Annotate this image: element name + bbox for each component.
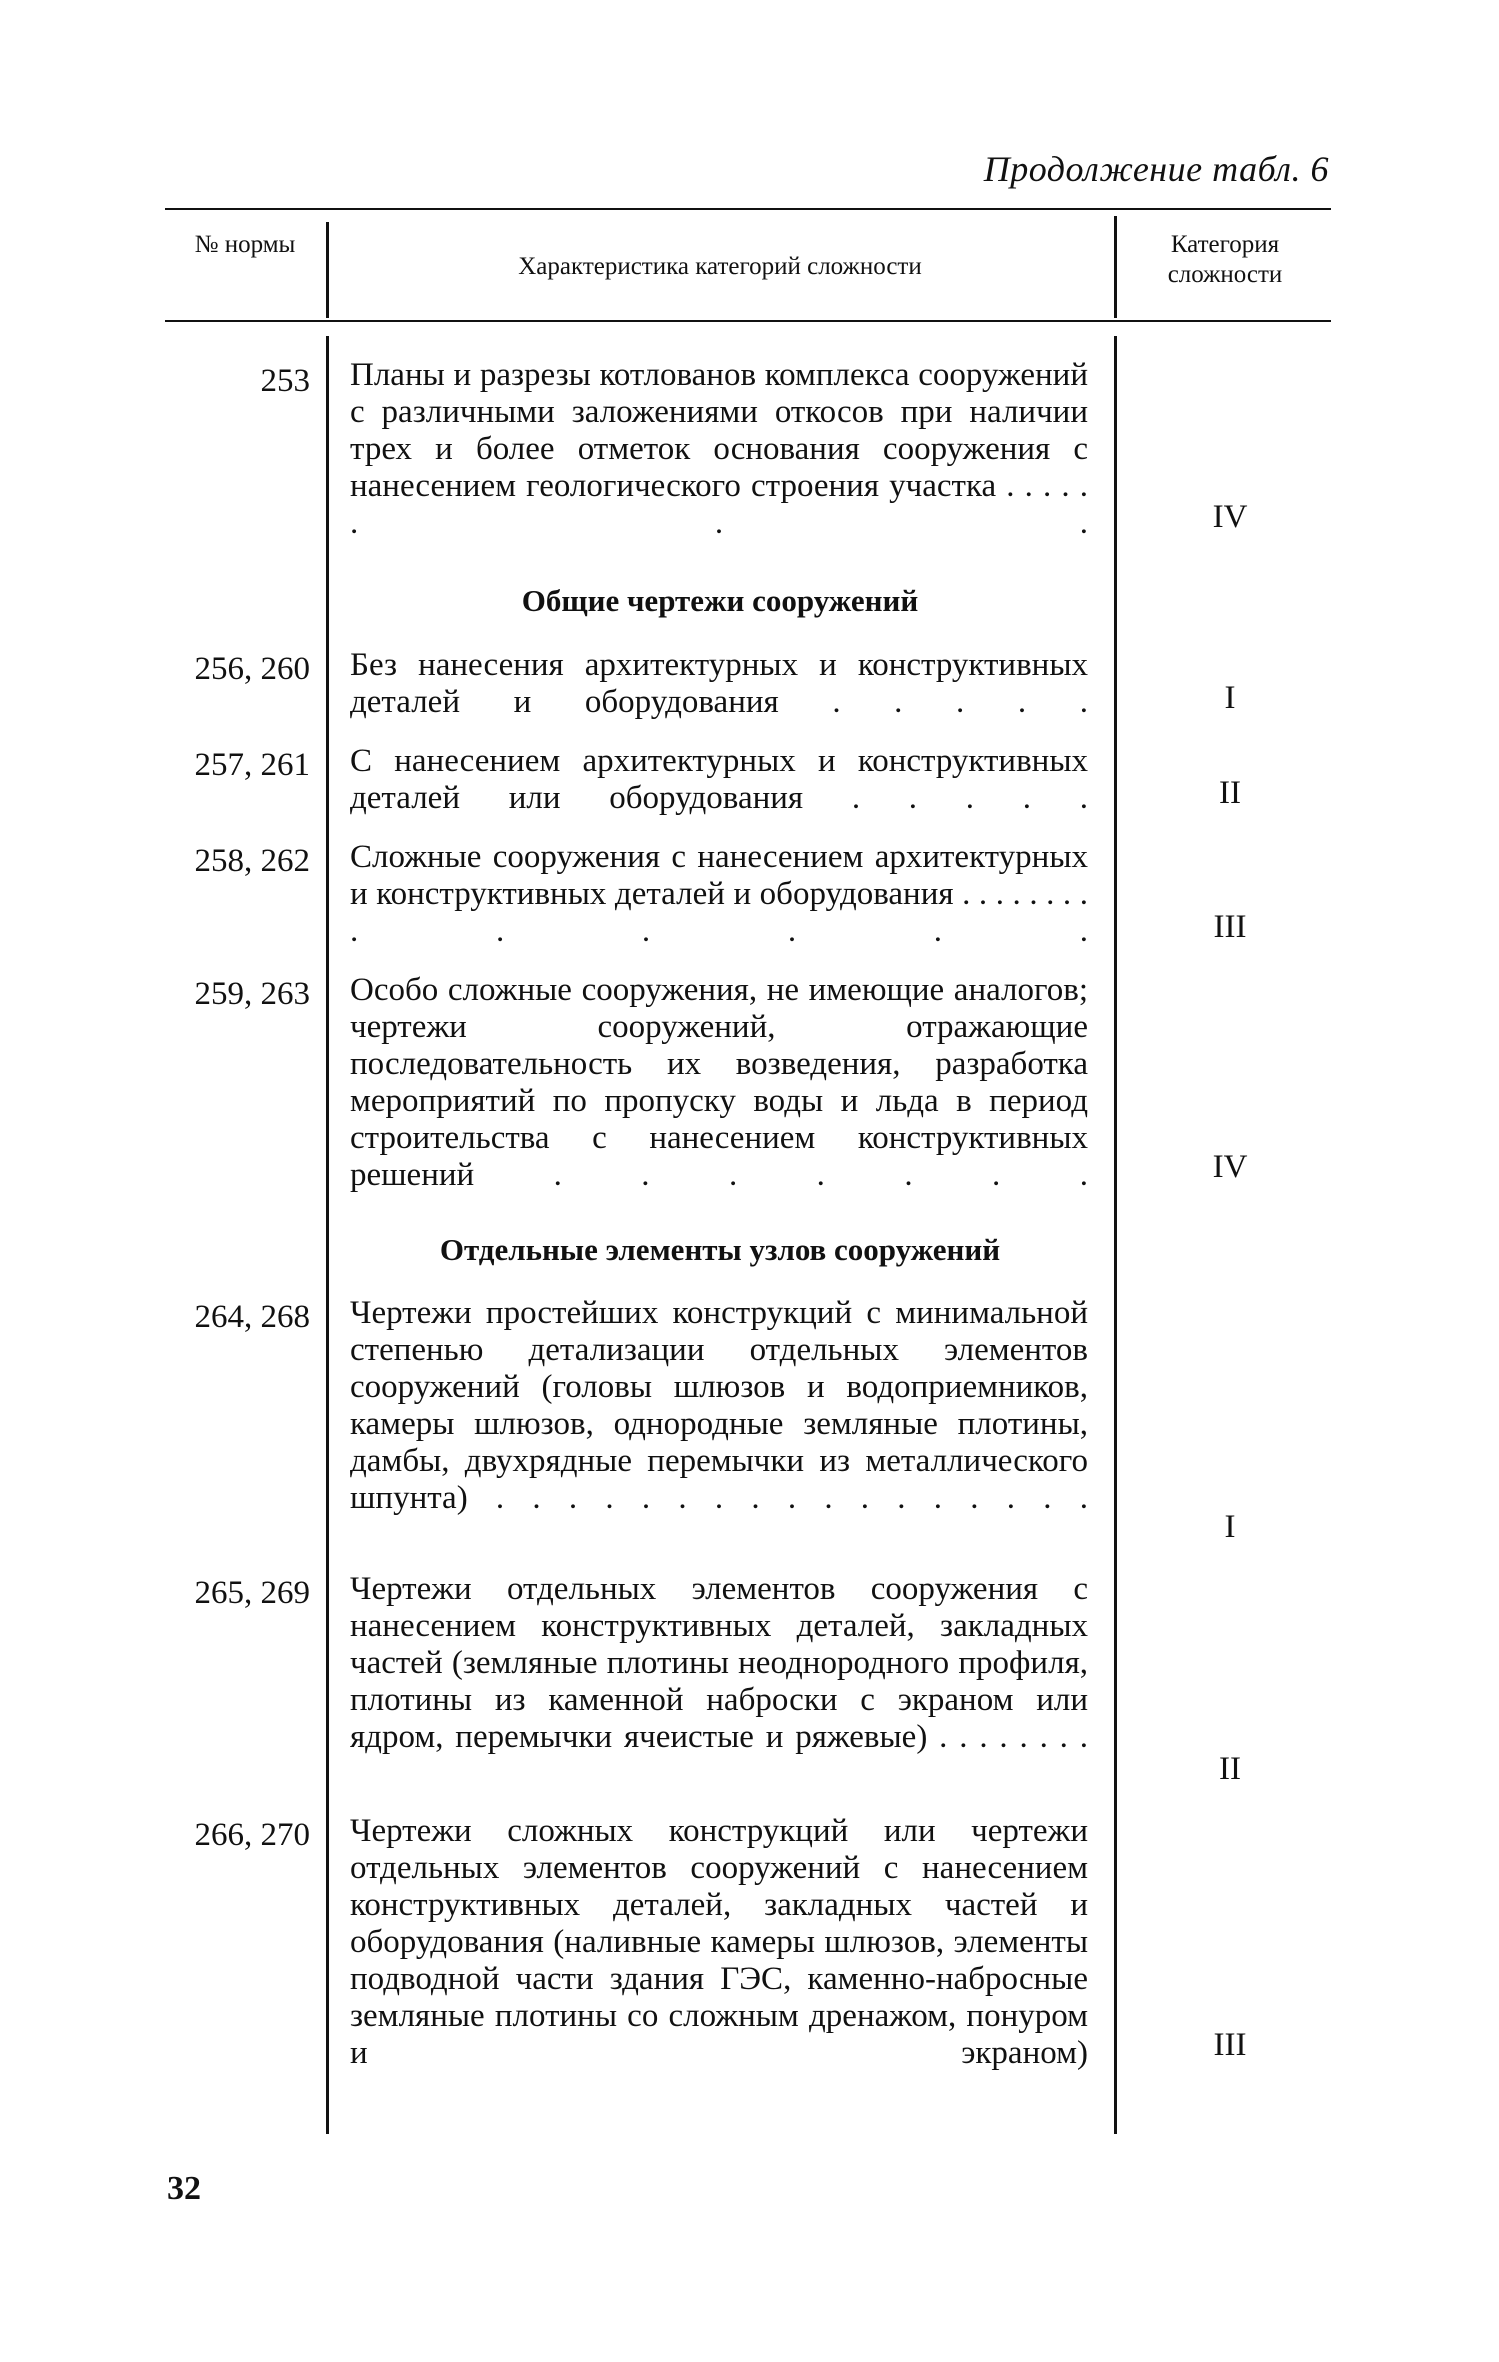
norm-number: 265, 269 — [194, 1575, 310, 1611]
row-description: Сложные сооружения с нанесением архитектурных и конструктивных деталей и оборудования . . . . . . . . . . . . . . — [350, 839, 1088, 949]
complexity-category: III — [1213, 909, 1247, 945]
norm-number: 266, 270 — [194, 1817, 310, 1853]
table-top-rule — [165, 208, 1331, 210]
section-heading: Общие чертежи сооружений — [521, 583, 919, 618]
complexity-category: I — [1224, 1509, 1236, 1545]
norm-number: 257, 261 — [194, 747, 310, 783]
complexity-category: II — [1219, 1751, 1241, 1787]
column-header-number: № нормы — [194, 231, 296, 258]
row-description: Планы и разрезы котлованов комплекса сооружений с различными заложениями откосов при наличии трех и более отметок основания сооружения с нанесением геологического строения участка . . . . . . . . — [350, 357, 1088, 541]
table-header-rule — [165, 320, 1331, 322]
table-continuation-label: Продолжение табл. 6 — [983, 149, 1329, 189]
section-heading: Отдельные элементы узлов сооружений — [439, 1232, 1001, 1267]
complexity-category: II — [1219, 775, 1241, 811]
norm-number: 258, 262 — [194, 843, 310, 879]
column-header-description: Характеристика категорий сложности — [518, 253, 922, 280]
complexity-category: I — [1224, 680, 1236, 716]
row-description: С нанесением архитектурных и конструктивных деталей или оборудования . . . . . — [350, 743, 1088, 816]
row-description: Чертежи сложных конструкций или чертежи отдельных элементов сооружений с нанесением конструктивных деталей, закладных частей и оборудования (наливные камеры шлюзов, элементы подводной части здания ГЭС, каменно-набросные земляные плотины со сложным дренажом, понуром и экраном) — [350, 1813, 1088, 2071]
row-description: Чертежи отдельных элементов сооружения с нанесением конструктивных деталей, закладных частей (земляные плотины неоднородного профиля, плотины из каменной наброски с экраном или ядром, перемычки ячеистые и ряжевые) . . . . . . . . — [350, 1571, 1088, 1755]
row-description: Без нанесения архитектурных и конструктивных деталей и оборудования . . . . . — [350, 647, 1088, 720]
column-divider — [326, 222, 329, 318]
column-divider — [326, 336, 329, 2134]
norm-number: 264, 268 — [194, 1299, 310, 1335]
row-description: Особо сложные сооружения, не имеющие аналогов; чертежи сооружений, отражающие последовательность их возведения, разработка мероприятий по пропуску воды и льда в период строительства с нанесением конструктивных решений . . . . . . . — [350, 972, 1088, 1193]
norm-number: 259, 263 — [194, 976, 310, 1012]
row-description: Чертежи простейших конструкций с минимальной степенью детализации отдельных элементов сооружений (головы шлюзов и водоприемников, камеры шлюзов, однородные земляные плотины, дамбы, двухрядные перемычки из металлического шпунта) . . . . . . . . . . . . . . . . . — [350, 1295, 1088, 1516]
norm-number: 253 — [260, 363, 310, 399]
complexity-category: IV — [1212, 1149, 1248, 1185]
complexity-category: IV — [1212, 499, 1248, 535]
column-header-category: Категория сложности — [1167, 231, 1283, 288]
column-divider — [1114, 216, 1117, 318]
page-number: 32 — [167, 2170, 201, 2207]
complexity-category: III — [1213, 2027, 1247, 2063]
norm-number: 256, 260 — [194, 651, 310, 687]
column-divider — [1114, 336, 1117, 2134]
